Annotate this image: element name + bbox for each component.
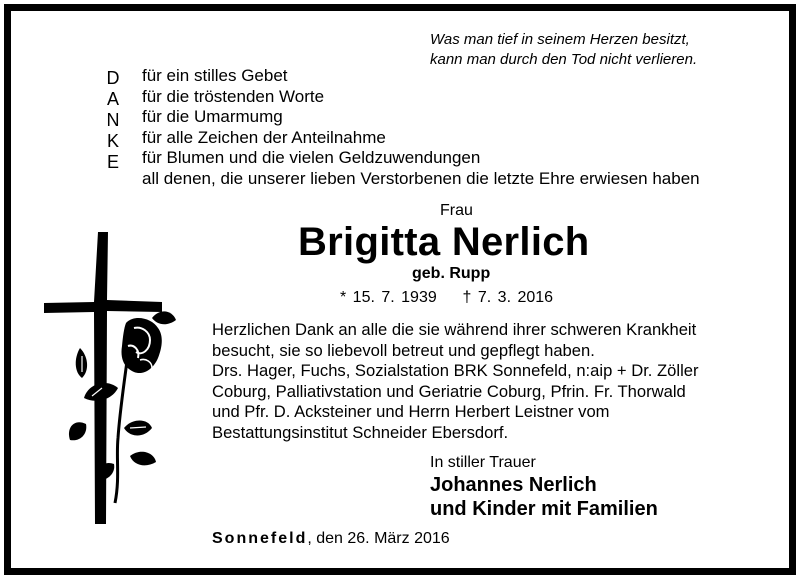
danke-letter: N xyxy=(106,110,120,130)
date: , den 26. März 2016 xyxy=(307,530,450,547)
quote-line: kann man durch den Tod nicht verlieren. xyxy=(430,51,698,68)
thanks-line: all denen, die unserer lieben Verstorbenen die letzte Ehre erwiesen haben xyxy=(142,168,700,188)
danke-letter: E xyxy=(106,152,119,172)
thanks-line: für die tröstenden Worte xyxy=(142,86,325,106)
thanks-list xyxy=(142,66,700,189)
death-date: † 7. 3. 2016 xyxy=(462,289,554,306)
message-line: Bestattungsinstitut Schneider Ebersdorf. xyxy=(212,422,509,442)
thanks-line: für alle Zeichen der Anteilnahme xyxy=(142,127,386,147)
danke-letter: K xyxy=(106,131,119,151)
mourner-name: und Kinder mit Familien xyxy=(430,498,658,520)
message-line: und Pfr. D. Acksteiner und Herrn Herbert Leistner vom xyxy=(212,402,610,421)
deceased-title: Frau xyxy=(440,202,473,219)
place: Sonnefeld xyxy=(212,530,308,547)
message-line: Drs. Hager, Fuchs, Sozialstation BRK Sonnefeld, n:aip + Dr. Zöller xyxy=(212,361,699,380)
place-date xyxy=(212,530,450,548)
born-name: geb. Rupp xyxy=(412,265,491,282)
danke-vertical xyxy=(102,68,124,173)
mourning-intro: In stiller Trauer xyxy=(430,454,536,471)
thanks-line: für die Umarmumg xyxy=(142,107,283,126)
quote xyxy=(430,30,697,70)
deceased-name: Brigitta Nerlich xyxy=(298,220,590,264)
message-line: Herzlichen Dank an alle die sie während ihrer schweren Krankheit xyxy=(212,320,697,339)
message-line: Coburg, Palliativstation und Geriatrie Coburg, Pfrin. Fr. Thorwald xyxy=(212,381,686,401)
danke-letter: A xyxy=(106,89,119,109)
cross-with-rose-icon xyxy=(30,228,205,528)
quote-line: Was man tief in seinem Herzen besitzt, xyxy=(430,31,690,48)
message-line: besucht, sie so liebevoll betreut und gepflegt haben. xyxy=(212,340,595,360)
thanks-line: für Blumen und die vielen Geldzuwendungen xyxy=(142,148,481,167)
danke-letter: D xyxy=(106,68,120,88)
mourner-names xyxy=(430,473,658,521)
mourner-name: Johannes Nerlich xyxy=(430,474,597,496)
message-body xyxy=(212,320,699,443)
life-dates xyxy=(340,289,553,307)
thanks-line: für ein stilles Gebet xyxy=(142,66,288,85)
birth-date: * 15. 7. 1939 xyxy=(340,289,437,306)
